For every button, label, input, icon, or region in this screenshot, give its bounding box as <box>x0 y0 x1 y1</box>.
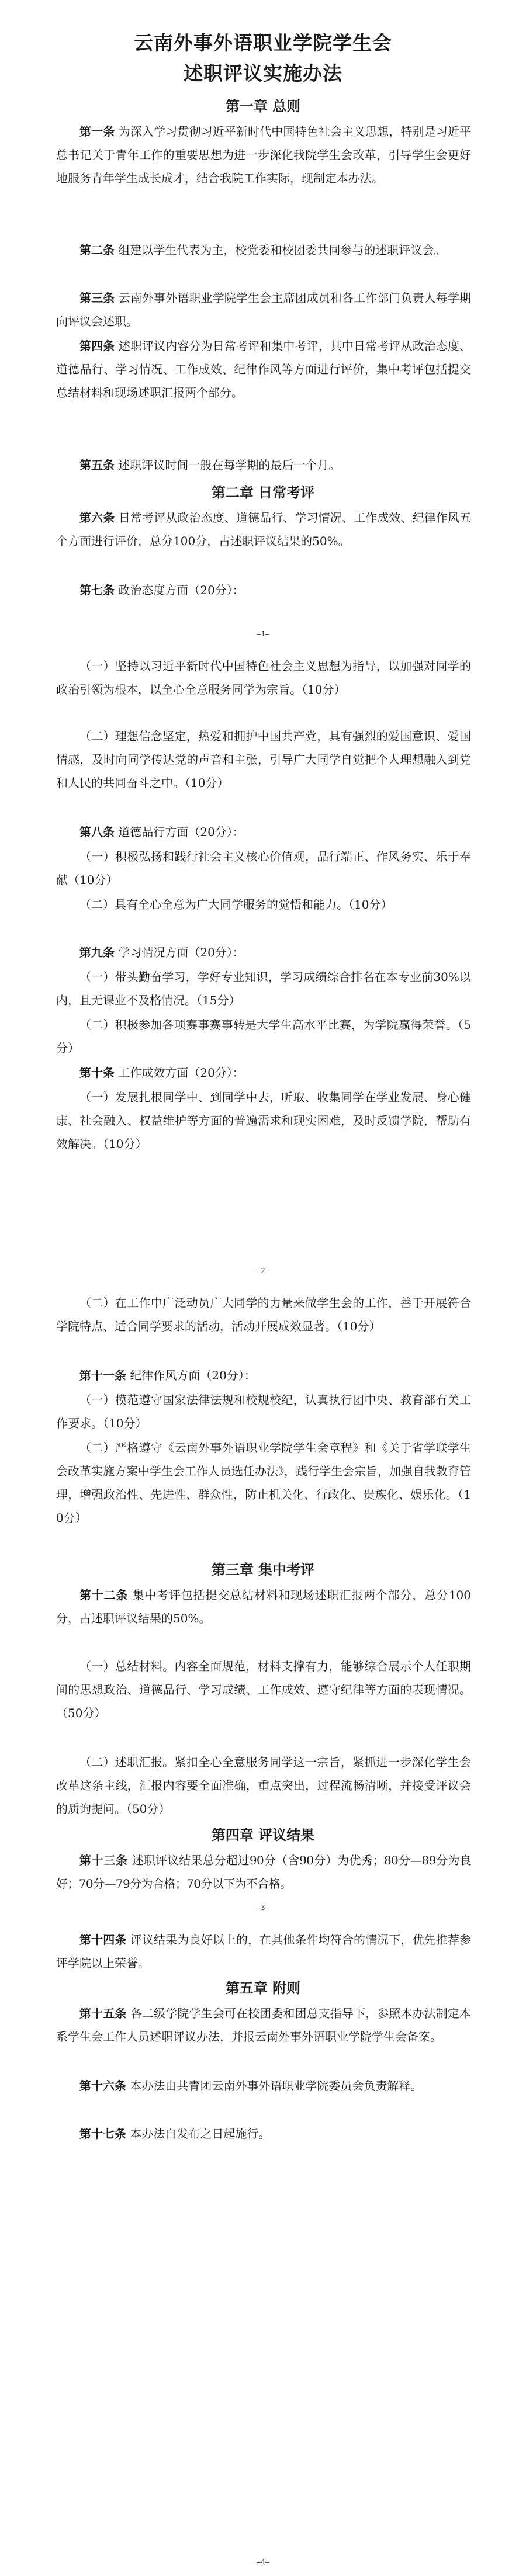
page-number-2: —2— <box>257 1267 269 1275</box>
article-1-lead: 第一条 <box>79 124 115 138</box>
document-title-line-2: 述职评议实施办法 <box>184 62 342 85</box>
article-10-text: 工作成效方面（20分）： <box>118 1066 244 1080</box>
article-12 <box>56 1583 471 1630</box>
article-8-item-1 <box>56 845 471 892</box>
chapter-heading-2: 第二章 日常考评 <box>211 484 315 501</box>
article-10-item-2-text: （二）在工作中广泛动员广大同学的力量来做学生会的工作，善于开展符合学院特点、适合同学要求的活动，活动开展成效显著。（10分） <box>56 1296 471 1333</box>
article-17 <box>56 2122 471 2145</box>
article-1-text: 为深入学习贯彻习近平新时代中国特色社会主义思想，特别是习近平总书记关于青年工作的重要思想为进一步深化我院学生会改革，引导学生会更好地服务青年学生成长成才，结合我院工作实际，现制定本办法。 <box>56 124 472 185</box>
page-number-1: —1— <box>257 630 269 638</box>
article-7-lead: 第七条 <box>79 583 115 597</box>
page-number-4: —4— <box>257 2558 269 2566</box>
article-11-item-1 <box>56 1388 471 1435</box>
article-9-text: 学习情况方面（20分）： <box>118 945 244 959</box>
article-9-item-1 <box>56 965 471 1012</box>
article-7 <box>56 578 471 602</box>
document-page-2 <box>0 637 526 1268</box>
document-title-line-1: 云南外事外语职业学院学生会 <box>134 32 392 54</box>
article-12-item-1 <box>56 1655 471 1725</box>
article-9-item-2 <box>56 1013 471 1060</box>
document-page-3 <box>0 1274 526 1905</box>
article-14 <box>56 1928 471 1975</box>
article-5-lead: 第五条 <box>79 458 115 472</box>
article-4-lead: 第四条 <box>79 339 115 353</box>
article-10-lead: 第十条 <box>79 1066 115 1080</box>
article-8-item-2 <box>56 893 471 916</box>
article-6 <box>56 506 471 553</box>
article-1 <box>56 120 471 190</box>
article-7-item-2-text: （二）理想信念坚定，热爱和拥护中国共产党，具有强烈的爱国意识、爱国情感，及时向同学传达党的声音和主张，引导广大同学自觉把个人理想融入到党和人民的共同奋斗之中。（10分） <box>56 729 471 790</box>
document-page-4 <box>0 1911 526 2576</box>
article-8 <box>56 820 471 844</box>
article-11-lead: 第十一条 <box>79 1368 126 1382</box>
article-2-text: 组建以学生代表为主，校党委和校团委共同参与的述职评议会。 <box>118 243 446 257</box>
article-17-lead: 第十七条 <box>79 2127 126 2141</box>
article-9-item-1-text: （一）带头勤奋学习，学好专业知识，学习成绩综合排名在本专业前30%以内，且无课业不及格情况。（15分） <box>56 970 471 1007</box>
article-9-item-2-text: （二）积极参加各项赛事赛事转是大学生高水平比赛，为学院赢得荣誉。（5分） <box>56 1018 471 1055</box>
article-11-item-2 <box>56 1436 471 1530</box>
article-12-text: 集中考评包括提交总结材料和现场述职汇报两个部分，总分100分，占述职评议结果的50%。 <box>56 1588 472 1625</box>
article-10-item-1-text: （一）发展扎根同学中、到同学中去，听取、收集同学在学业发展、身心健康、社会融入、权益维护等方面的普遍需求和现实困难，及时反馈学院，帮助有效解决。（10分） <box>56 1090 471 1151</box>
article-8-text: 道德品行方面（20分）： <box>118 825 244 839</box>
article-11 <box>56 1364 471 1387</box>
article-16-lead: 第十六条 <box>79 2079 126 2093</box>
article-8-item-1-text: （一）积极弘扬和践行社会主义核心价值观，品行端正、作风务实、乐于奉献（10分） <box>56 850 471 887</box>
article-7-text: 政治态度方面（20分）： <box>118 583 244 597</box>
article-9 <box>56 941 471 964</box>
article-11-item-1-text: （一）模范遵守国家法律法规和校规校纪，认真执行团中央、教育部有关工作要求。（10分） <box>56 1393 471 1430</box>
article-3 <box>56 286 471 333</box>
article-13-lead: 第十三条 <box>79 1853 128 1867</box>
chapter-heading-3: 第三章 集中考评 <box>211 1561 315 1578</box>
article-8-lead: 第八条 <box>79 825 115 839</box>
article-14-lead: 第十四条 <box>79 1933 127 1947</box>
article-11-item-2-text: （二）严格遵守《云南外事外语职业学院学生会章程》和《关于省学联学生会改革实施方案中学生会工作人员选任办法》，践行学生会宗旨，加强自我教育管理，增强政治性、先进性、群众性，防止机关化、行政化、贵族化、娱乐化。（10分） <box>56 1441 471 1525</box>
article-15-text: 各二级学院学生会可在校团委和团总支指导下，参照本办法制定本系学生会工作人员述职评议办法，并报云南外事外语职业学院学生会备案。 <box>56 2006 472 2044</box>
article-12-item-2 <box>56 1750 471 1821</box>
article-6-text: 日常考评从政治态度、道德品行、学习情况、工作成效、纪律作风五个方面进行评价，总分100分，占述职评议结果的50%。 <box>56 511 472 548</box>
article-7-item-1 <box>56 654 471 701</box>
article-3-text: 云南外事外语职业学院学生会主席团成员和各工作部门负责人每学期向评议会述职。 <box>56 291 472 328</box>
article-15-lead: 第十五条 <box>79 2006 127 2020</box>
document-page-1 <box>0 0 526 631</box>
article-11-text: 纪律作风方面（20分）： <box>130 1368 256 1382</box>
article-16 <box>56 2074 471 2097</box>
article-15 <box>56 2002 471 2048</box>
chapter-heading-5: 第五章 附则 <box>225 1979 301 1996</box>
article-13 <box>56 1849 471 1895</box>
article-17-text: 本办法自发布之日起施行。 <box>130 2127 271 2141</box>
article-3-lead: 第三条 <box>79 291 115 305</box>
article-6-lead: 第六条 <box>79 511 115 525</box>
article-14-text: 评议结果为良好以上的，在其他条件均符合的情况下，优先推荐参评学院以上荣誉。 <box>56 1933 472 1970</box>
article-10-item-1 <box>56 1086 471 1156</box>
article-12-lead: 第十二条 <box>79 1588 129 1602</box>
page-number-3: —3— <box>257 1904 269 1912</box>
article-2 <box>56 238 471 262</box>
article-7-item-2 <box>56 724 471 795</box>
article-12-item-2-text: （二）述职汇报。紧扣全心全意服务同学这一宗旨，紧抓进一步深化学生会改革这条主线，汇报内容要全面准确，重点突出，过程流畅清晰，并接受评议会的质询提问。（50分） <box>56 1755 471 1816</box>
article-5-text: 述职评议时间一般在每学期的最后一个月。 <box>118 458 341 472</box>
article-13-text: 述职评议结果总分超过90分（含90分）为优秀；80分—89分为良好；70分—79分为合格；70分以下为不合格。 <box>56 1853 471 1891</box>
article-4-text: 述职评议内容分为日常考评和集中考评，其中日常考评从政治态度、道德品行、学习情况、工作成效、纪律作风等方面进行评价，集中考评包括提交总结材料和现场述职汇报两个部分。 <box>56 339 472 400</box>
article-12-item-1-text: （一）总结材料。内容全面规范，材料支撑有力，能够综合展示个人任职期间的思想政治、道德品行、学习成绩、工作成效、遵守纪律等方面的表现情况。（50分） <box>56 1659 471 1720</box>
article-8-item-2-text: （二）具有全心全意为广大同学服务的觉悟和能力。（10分） <box>79 897 393 911</box>
article-10-item-2 <box>56 1291 471 1338</box>
article-16-text: 本办法由共青团云南外事外语职业学院委员会负责解释。 <box>130 2079 423 2093</box>
article-2-lead: 第二条 <box>79 243 115 257</box>
article-7-item-1-text: （一）坚持以习近平新时代中国特色社会主义思想为指导，以加强对同学的政治引领为根本，以全心全意服务同学为宗旨。（10分） <box>56 659 471 696</box>
chapter-heading-4: 第四章 评议结果 <box>211 1826 315 1843</box>
article-5 <box>56 453 471 477</box>
article-4 <box>56 334 471 404</box>
chapter-heading-1: 第一章 总则 <box>225 98 301 115</box>
article-9-lead: 第九条 <box>79 945 115 959</box>
article-10 <box>56 1061 471 1084</box>
